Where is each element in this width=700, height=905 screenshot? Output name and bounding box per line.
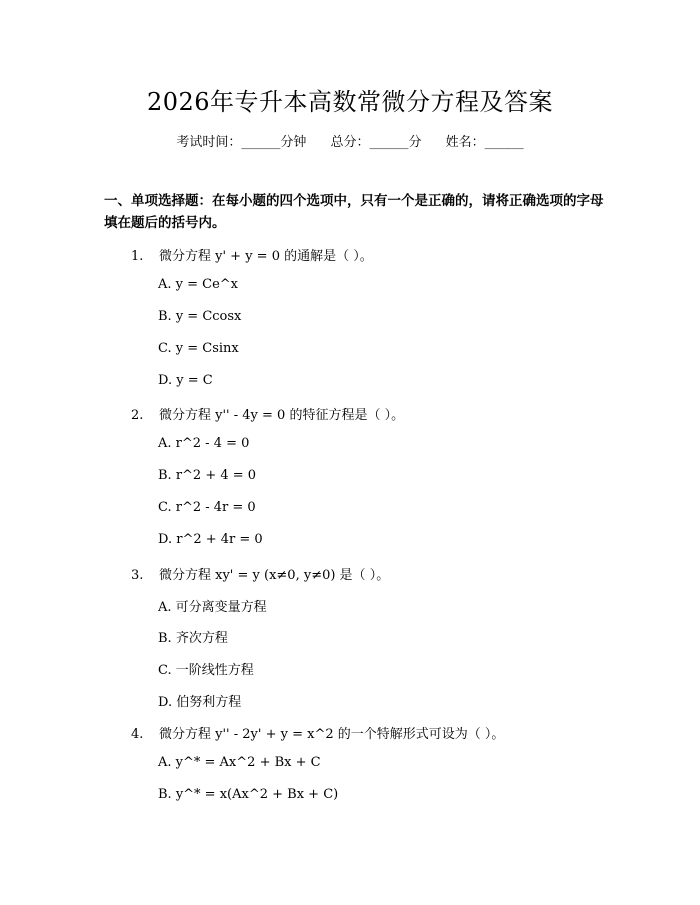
- total-score-field: 总分：______分: [330, 135, 422, 150]
- question-2-option-a: A. r^2 - 4 = 0: [158, 436, 250, 451]
- question-number: 4.: [131, 727, 144, 742]
- question-number: 3.: [131, 568, 144, 583]
- exam-time-field: 考试时间：______分钟: [176, 135, 307, 150]
- question-number: 1.: [131, 249, 144, 264]
- question-3: [131, 564, 389, 583]
- question-3-option-a: A. 可分离变量方程: [158, 600, 267, 615]
- question-2-option-b: B. r^2 + 4 = 0: [158, 468, 257, 483]
- question-2: [131, 404, 404, 423]
- question-text: 微分方程 y'' - 4y = 0 的特征方程是（ ）。: [159, 408, 405, 423]
- question-4-option-b: B. y^* = x(Ax^2 + Bx + C): [158, 787, 339, 802]
- question-3-option-d: D. 伯努利方程: [158, 695, 242, 710]
- question-1-option-d: D. y = C: [158, 373, 213, 388]
- exam-info-line: [0, 131, 700, 150]
- section-heading: 一、单项选择题：在每小题的四个选项中，只有一个是正确的，请将正确选项的字母填在题后的括号内。: [104, 193, 604, 231]
- question-1: [131, 245, 373, 264]
- question-1-option-b: B. y = Ccosx: [158, 309, 242, 324]
- question-text: 微分方程 xy' = y (x≠0, y≠0) 是（ ）。: [159, 568, 390, 583]
- question-2-option-c: C. r^2 - 4r = 0: [158, 500, 256, 515]
- question-2-option-d: D. r^2 + 4r = 0: [158, 532, 263, 547]
- question-4-option-a: A. y^* = Ax^2 + Bx + C: [158, 755, 321, 770]
- page-title: 2026年专升本高数常微分方程及答案: [146, 88, 554, 116]
- question-number: 2.: [131, 408, 144, 423]
- question-1-option-a: A. y = Ce^x: [158, 277, 239, 292]
- question-4: [131, 723, 504, 742]
- student-name-field: 姓名：______: [445, 135, 524, 150]
- question-3-option-c: C. 一阶线性方程: [158, 663, 254, 678]
- question-1-option-c: C. y = Csinx: [158, 341, 239, 356]
- question-text: 微分方程 y'' - 2y' + y = x^2 的一个特解形式可设为（ ）。: [159, 727, 505, 742]
- question-text: 微分方程 y' + y = 0 的通解是（ ）。: [159, 249, 373, 264]
- question-3-option-b: B. 齐次方程: [158, 631, 228, 646]
